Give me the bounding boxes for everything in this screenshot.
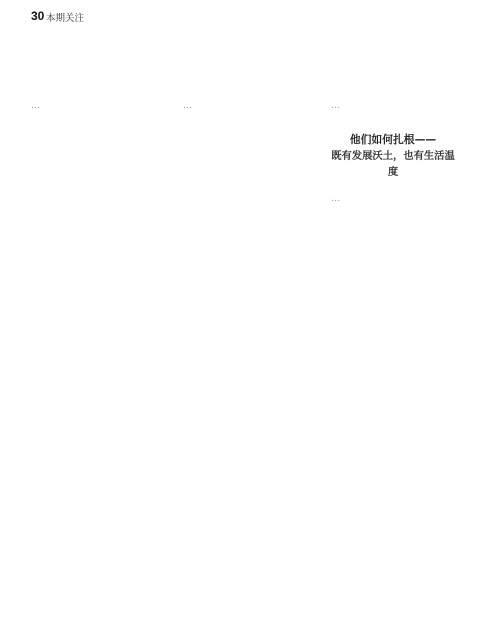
subsection-heading bbox=[331, 132, 455, 180]
text-column-2 bbox=[183, 97, 307, 633]
paragraph: … bbox=[183, 100, 193, 111]
paragraph: … bbox=[331, 100, 341, 111]
page-header bbox=[0, 0, 484, 30]
page-number: 30 bbox=[31, 9, 45, 23]
subsection-title: 他们如何扎根—— bbox=[349, 133, 437, 147]
section-title: 本期关注 bbox=[46, 13, 85, 24]
subsection-subtitle: 既有发展沃土，也有生活温度 bbox=[331, 150, 455, 179]
paragraph: … bbox=[31, 100, 41, 111]
text-column-3 bbox=[331, 97, 455, 633]
text-column-1 bbox=[31, 97, 155, 633]
paragraph: … bbox=[331, 193, 341, 205]
